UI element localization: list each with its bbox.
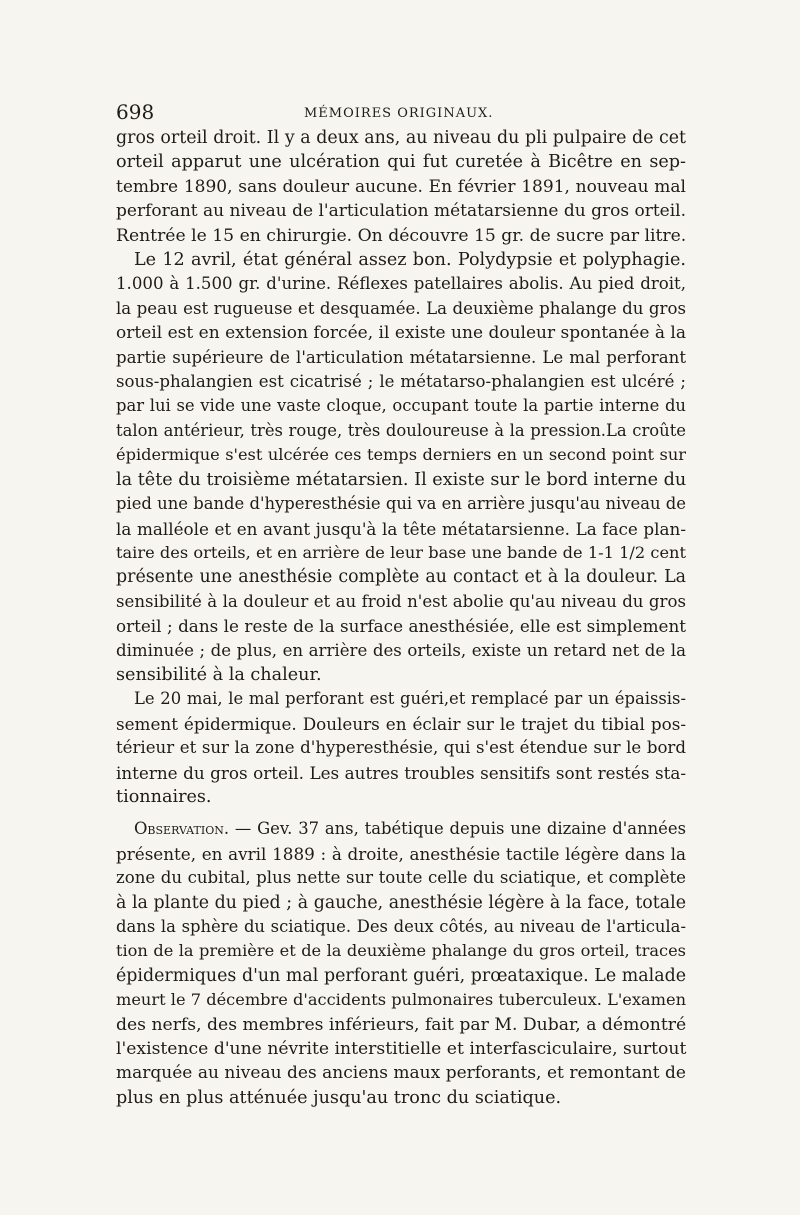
paragraph: [116, 248, 686, 687]
observation-label: Observation.: [134, 819, 230, 839]
text-line: tionnaires.: [116, 786, 212, 807]
text-line: dans la sphère du sciatique. Des deux côtés, au niveau de l'articula-: [116, 917, 686, 936]
text-line: sensibilité à la douleur et au froid n'est abolie qu'au niveau du gros: [116, 591, 686, 611]
observation-text: — Gev. 37 ans, tabétique depuis une dizaine d'années: [234, 819, 686, 839]
text-line: térieur et sur la zone d'hyperesthésie, qui s'est étendue sur le bord: [116, 738, 686, 758]
observation-paragraph: [116, 817, 686, 1110]
text-line: des nerfs, des membres inférieurs, fait par M. Dubar, a démontré: [116, 1014, 687, 1035]
text-line: orteil est en extension forcée, il existe une douleur spontanée à la: [116, 323, 686, 344]
text-line: sensibilité à la chaleur.: [116, 664, 322, 685]
text-line: pied une bande d'hyperesthésie qui va en arrière jusqu'au niveau de: [116, 494, 686, 514]
text-line: présente une anesthésie complète au contact et à la douleur. La: [116, 567, 686, 588]
text-line: orteil apparut une ulcération qui fut curetée à Bicêtre en sep-: [116, 152, 686, 173]
text-line: épidermiques d'un mal perforant guéri, prœataxique. Le malade: [116, 965, 686, 986]
paragraph: [116, 126, 686, 248]
text-line: zone du cubital, plus nette sur toute celle du sciatique, et complète: [116, 868, 686, 888]
text-line: interne du gros orteil. Les autres troubles sensitifs sont restés sta-: [116, 762, 686, 783]
text-line: épidermique s'est ulcérée ces temps derniers en un second point sur: [116, 445, 686, 465]
text-line: Le 20 mai, le mal perforant est guéri,et remplacé par un épaissis-: [134, 689, 686, 709]
text-line: plus en plus atténuée jusqu'au tronc du sciatique.: [116, 1087, 562, 1108]
page-number: 698: [116, 100, 155, 124]
text-line: Rentrée le 15 en chirurgie. On découvre 15 gr. de sucre par litre.: [116, 225, 687, 246]
text-line: perforant au niveau de l'articulation métatarsienne du gros orteil.: [116, 201, 686, 222]
text-line: partie supérieure de l'articulation métatarsienne. Le mal perforant: [116, 347, 686, 367]
page-body: [116, 126, 686, 1110]
text-line: par lui se vide une vaste cloque, occupant toute la partie interne du: [116, 396, 686, 416]
text-line: à la plante du pied ; à gauche, anesthésie légère à la face, totale: [116, 892, 686, 913]
page-header: [116, 100, 686, 128]
text-line: talon antérieur, très rouge, très douloureuse à la pression.La croûte: [116, 420, 686, 440]
text-line: orteil ; dans le reste de la surface anesthésiée, elle est simplement: [116, 616, 686, 637]
text-line: sous-phalangien est cicatrisé ; le métatarso-phalangien est ulcéré ;: [116, 372, 686, 392]
text-line: meurt le 7 décembre d'accidents pulmonaires tuberculeux. L'examen: [116, 990, 686, 1010]
text-line: présente, en avril 1889 : à droite, anesthésie tactile légère dans la: [116, 843, 686, 864]
text-line: tion de la première et de la deuxième phalange du gros orteil, traces: [116, 941, 686, 961]
running-title: MÉMOIRES ORIGINAUX.: [304, 106, 494, 121]
text-line: la malléole et en avant jusqu'à la tête métatarsienne. La face plan-: [116, 518, 686, 539]
paragraph: [116, 687, 686, 809]
text-line: tembre 1890, sans douleur aucune. En février 1891, nouveau mal: [116, 176, 686, 197]
text-line: marquée au niveau des anciens maux perforants, et remontant de: [116, 1063, 686, 1084]
text-line: la peau est rugueuse et desquamée. La deuxième phalange du gros: [116, 298, 686, 318]
text-line: sement épidermique. Douleurs en éclair sur le trajet du tibial pos-: [116, 713, 686, 734]
text-line: 1.000 à 1.500 gr. d'urine. Réflexes patellaires abolis. Au pied droit,: [116, 274, 686, 294]
text-line: la tête du troisième métatarsien. Il existe sur le bord interne du: [116, 469, 687, 490]
text-line: gros orteil droit. Il y a deux ans, au niveau du pli pulpaire de cet: [116, 128, 686, 148]
text-line: Le 12 avril, état général assez bon. Polydypsie et polyphagie.: [134, 250, 686, 271]
text-line: diminuée ; de plus, en arrière des orteils, existe un retard net de la: [116, 640, 686, 660]
text-line: [116, 817, 686, 841]
text-line: l'existence d'une névrite interstitielle et interfasciculaire, surtout: [116, 1039, 687, 1060]
text-line: taire des orteils, et en arrière de leur base une bande de 1-1 1/2 cent: [116, 542, 686, 562]
